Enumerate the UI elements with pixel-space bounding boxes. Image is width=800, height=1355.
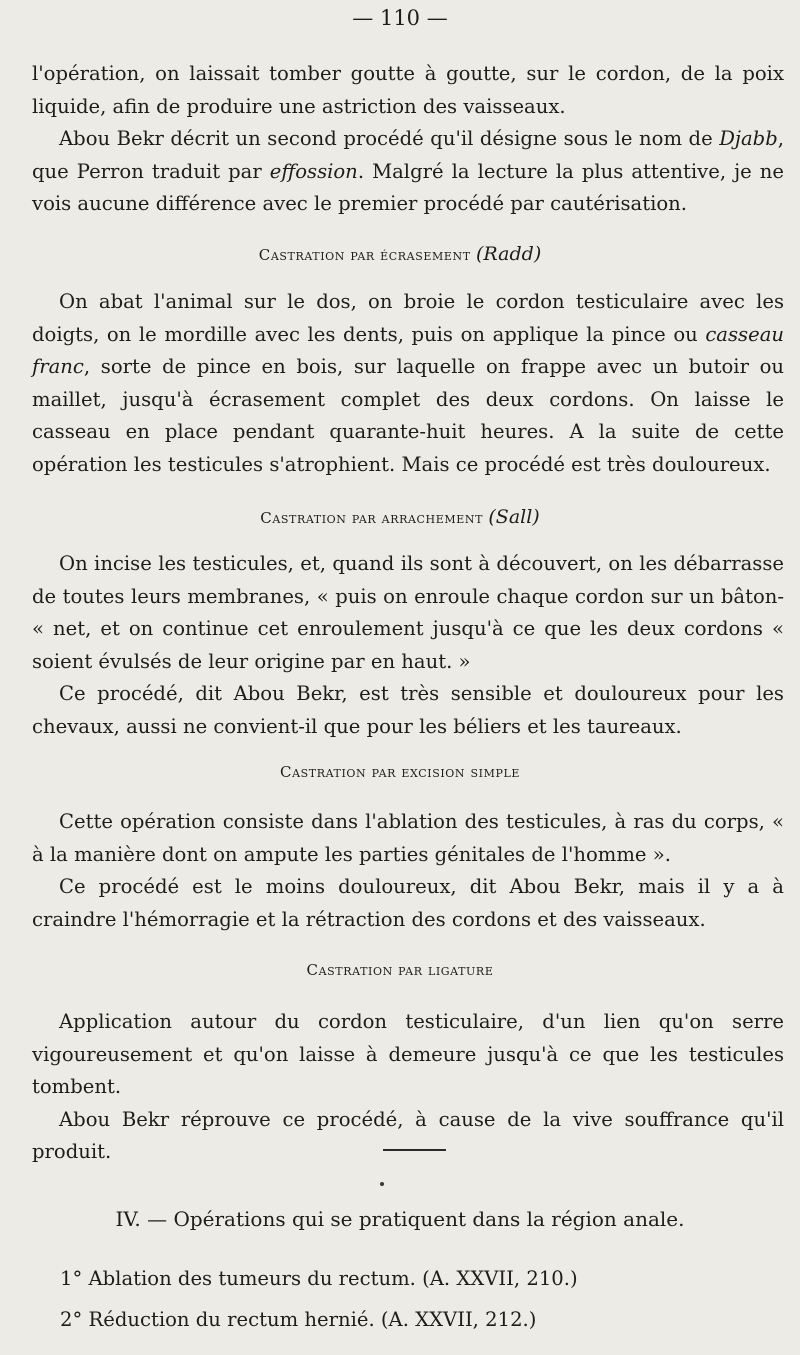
section-divider (383, 1149, 446, 1151)
heading-ligature: Castration par ligature (306, 961, 494, 979)
heading-label: Castration par arrachement (260, 509, 484, 527)
heading-term: (Sall) (488, 506, 540, 528)
text-run: , que Perron traduit par (32, 127, 784, 183)
heading-arrachement (0, 506, 800, 528)
text-block-arrachement (32, 548, 784, 743)
text-block-excision (32, 806, 784, 936)
paragraph-ligature-2: Abou Bekr réprouve ce procédé, à cause de la vive souffrance qu'il produit. (32, 1107, 784, 1163)
text-block-ecrasement (32, 286, 784, 481)
text-run: Abou Bekr décrit un second procédé qu'il désigne sous le nom de (59, 127, 720, 150)
paragraph-arrachement-2: Ce procédé, dit Abou Bekr, est très sensible et douloureux pour les chevaux, aussi ne convient-il que pour les béliers et les taureaux. (32, 682, 784, 738)
paragraph-intro-2 (32, 123, 784, 221)
term-djabb: Djabb (719, 127, 778, 150)
text-block-ligature (32, 1006, 784, 1169)
list-item: 1° Ablation des tumeurs du rectum. (A. XXVII, 210.) (60, 1267, 578, 1290)
text-run: , sorte de pince en bois, sur laquelle on frappe avec un butoir ou maillet, jusqu'à écrasement complet des deux cordons. On laisse le casseau en place pendant quarante-huit heures. A la suite de cette opération les testicules s'atrophient. Mais ce procédé est très douloureux. (32, 355, 784, 476)
paragraph-ligature-1: Application autour du cordon testiculaire, d'un lien qu'on serre vigoureusement et qu'on laisse à demeure jusqu'à ce que les testicules tombent. (32, 1010, 784, 1098)
paragraph-arrachement-1: On incise les testicules, et, quand ils sont à découvert, on les débarrasse de toutes leurs membranes, « puis on enroule chaque cordon sur un bâton- « net, et on continue cet enroulement jusqu'à ce que les deux cordons « soient évulsés de leur origine par en haut. » (32, 552, 784, 673)
paragraph-intro-1: l'opération, on laissait tomber goutte à goutte, sur le cordon, de la poix liquide, afin de produire une astriction des vaisseaux. (32, 62, 784, 118)
paragraph-excision-1: Cette opération consiste dans l'ablation des testicules, à ras du corps, « à la manière dont on ampute les parties génitales de l'homme ». (32, 810, 784, 866)
text-block-intro (32, 58, 784, 221)
term-effossion: effossion (269, 159, 358, 183)
paragraph-ecrasement (32, 286, 784, 481)
text-run: . Malgré la lecture la plus attentive, je ne vois aucune différence avec le premier procédé par cautérisation. (32, 159, 784, 215)
section-title: IV. — Opérations qui se pratiquent dans la région anale. (115, 1207, 685, 1231)
text-run: On abat l'animal sur le dos, on broie le cordon testiculaire avec les doigts, on le mordille avec les dents, puis on applique la pince ou (32, 290, 784, 346)
term-casseau-franc: casseau franc (32, 322, 784, 378)
heading-ecrasement (0, 243, 800, 265)
heading-term: (Radd) (476, 243, 542, 265)
page-number: — 110 — (352, 6, 448, 30)
heading-label: Castration par écrasement (258, 246, 471, 264)
divider-dot (380, 1182, 384, 1186)
paragraph-excision-2: Ce procédé est le moins douloureux, dit Abou Bekr, mais il y a à craindre l'hémorragie et la rétraction des cordons et des vaisseaux. (32, 875, 784, 931)
heading-excision: Castration par excision simple (280, 763, 520, 781)
list-item: 2° Réduction du rectum hernié. (A. XXVII, 212.) (60, 1308, 537, 1331)
